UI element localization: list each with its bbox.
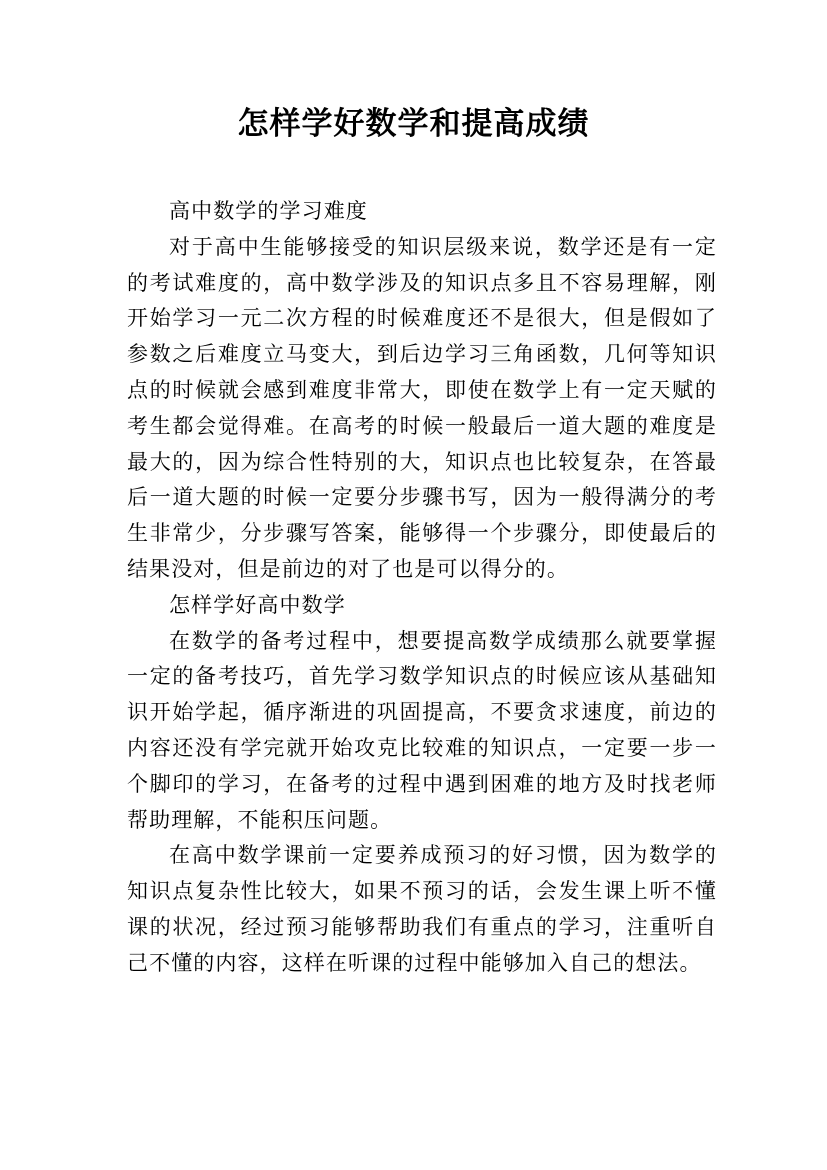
paragraph-study-skills: 在数学的备考过程中，想要提高数学成绩那么就要掌握一定的备考技巧，首先学习数学知识点的时候应该从基础知识开始学起，循序渐进的巩固提高，不要贪求速度，前边的内容还没有学完就开始攻克比较难的知识点，一定要一步一个脚印的学习，在备考的过程中遇到困难的地方及时找老师帮助理解，不能积压问题。	[127, 628, 717, 832]
section-heading-difficulty: 高中数学的学习难度	[169, 199, 368, 223]
paragraph-difficulty: 对于高中生能够接受的知识层级来说，数学还是有一定的考试难度的，高中数学涉及的知识点多且不容易理解，刚开始学习一元二次方程的时候难度还不是很大，但是假如了参数之后难度立马变大，到后边学习三角函数，几何等知识点的时候就会感到难度非常大，即使在数学上有一定天赋的考生都会觉得难。在高考的时候一般最后一道大题的难度是最大的，因为综合性特别的大，知识点也比较复杂，在答最后一道大题的时候一定要分步骤书写，因为一般得满分的考生非常少，分步骤写答案，能够得一个步骤分，即使最后的结果没对，但是前边的对了也是可以得分的。	[127, 234, 717, 581]
document-body	[127, 194, 717, 982]
paragraph-preview-habit: 在高中数学课前一定要养成预习的好习惯，因为数学的知识点复杂性比较大，如果不预习的话，会发生课上听不懂课的状况，经过预习能够帮助我们有重点的学习，注重听自己不懂的内容，这样在听课的过程中能够加入自己的想法。	[127, 843, 717, 975]
section-heading-how-to-learn: 怎样学好高中数学	[169, 592, 346, 617]
document-title: 怎样学好数学和提高成绩	[237, 106, 590, 142]
